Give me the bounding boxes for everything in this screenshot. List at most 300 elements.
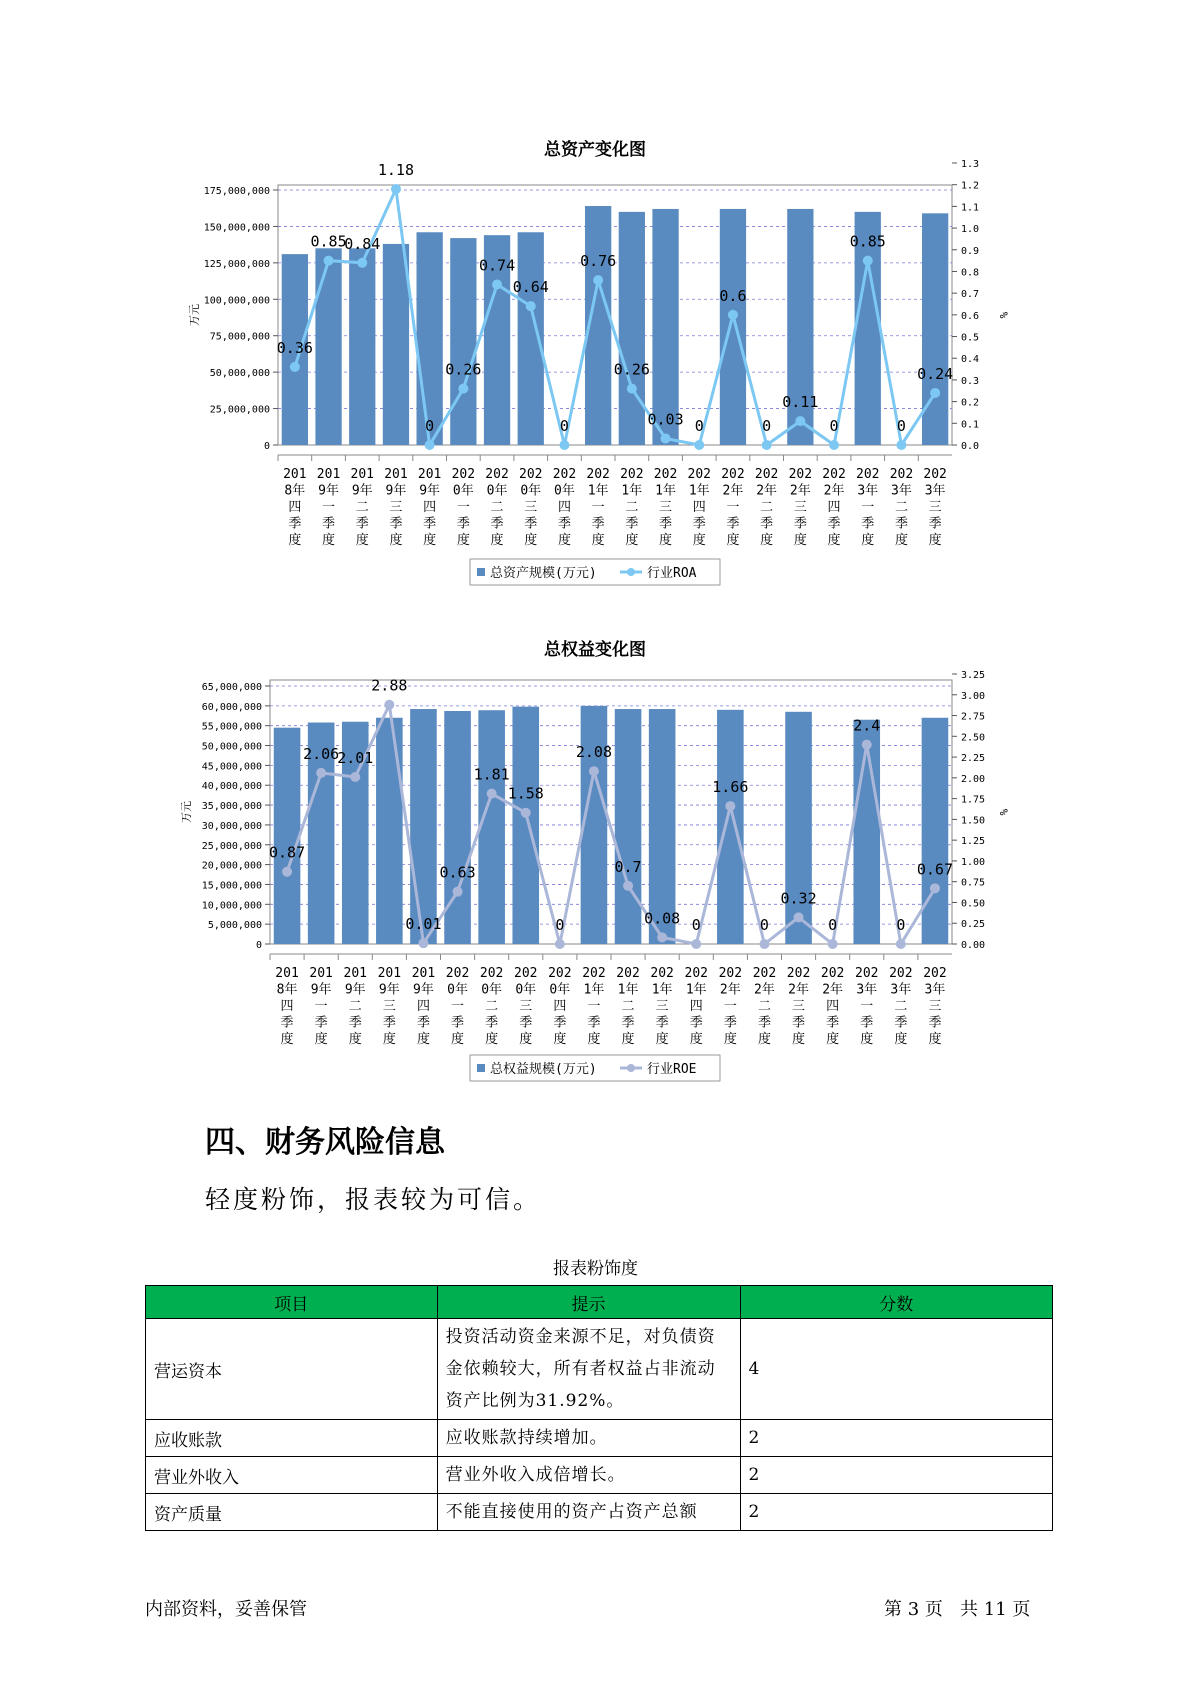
x-tick-label: 202	[485, 467, 509, 482]
right-axis-title: %	[997, 311, 1010, 319]
data-label: 0	[762, 417, 772, 435]
bar	[922, 213, 948, 445]
x-tick-label: 季	[591, 516, 605, 532]
x-tick-label: 季	[793, 516, 807, 532]
right-tick-label: 2.75	[961, 711, 986, 723]
right-axis-title: %	[997, 808, 1010, 816]
x-tick-label: 201	[417, 467, 442, 482]
x-tick-label: 0年	[520, 483, 542, 499]
x-tick-label: 202	[889, 467, 914, 482]
table-header-row	[146, 1286, 1053, 1319]
x-tick-label: 季	[861, 516, 875, 532]
x-tick-label: 3年	[891, 483, 912, 499]
x-tick-label: 0年	[481, 982, 503, 998]
x-tick-label: 季	[928, 516, 942, 532]
line-point	[896, 939, 906, 949]
x-tick-label: 度	[928, 1032, 942, 1047]
x-tick-label: 202	[582, 966, 606, 981]
x-tick-label: 202	[650, 966, 674, 981]
x-tick-label: 202	[479, 966, 504, 981]
x-tick-label: 202	[718, 966, 743, 981]
data-label: 0.74	[478, 256, 516, 275]
x-tick-label: 季	[456, 516, 470, 532]
data-label: 0.76	[580, 252, 617, 271]
x-tick-label: 三	[792, 999, 806, 1014]
x-tick-label: 季	[348, 1015, 362, 1031]
x-tick-label: 季	[894, 516, 908, 532]
x-tick-label: 二	[625, 500, 639, 515]
line-point	[930, 883, 940, 893]
line-point	[589, 766, 599, 776]
x-tick-label: 2年	[754, 982, 775, 998]
x-tick-label: 季	[760, 516, 774, 532]
x-tick-label: 度	[625, 533, 639, 548]
line-point	[357, 258, 367, 268]
left-tick-label: 20,000,000	[201, 860, 262, 872]
left-tick-label: 60,000,000	[201, 701, 262, 713]
line-point	[453, 887, 463, 897]
x-tick-label: 季	[382, 1015, 396, 1031]
x-tick-label: 季	[314, 1015, 328, 1031]
chart-title: 总权益变化图	[544, 640, 646, 660]
left-axis-title: 万元	[188, 304, 201, 326]
table-row	[146, 1420, 1053, 1457]
bar	[315, 248, 341, 445]
x-tick-label: 二	[894, 500, 908, 515]
x-tick-label: 9年	[413, 982, 434, 998]
table-row	[146, 1494, 1053, 1531]
right-tick-label: 0.7	[961, 289, 980, 301]
left-tick-label: 150,000,000	[203, 222, 270, 234]
data-label: 0	[691, 916, 701, 934]
line-point	[391, 184, 401, 194]
left-tick-label: 10,000,000	[201, 900, 262, 912]
bar	[478, 710, 505, 944]
line-point	[930, 388, 940, 398]
legend-bar-swatch	[477, 1064, 485, 1072]
x-tick-label: 季	[928, 1015, 942, 1031]
line-point	[458, 384, 468, 394]
data-label: 0.08	[644, 909, 681, 928]
x-tick-label: 季	[692, 516, 706, 532]
x-tick-label: 度	[861, 533, 875, 548]
x-tick-label: 季	[322, 516, 336, 532]
line-point	[559, 440, 569, 450]
legend-line-label: 行业ROE	[647, 1062, 697, 1077]
x-tick-label: 三	[519, 999, 533, 1014]
line-point	[795, 416, 805, 426]
data-label: 0.67	[916, 860, 954, 879]
x-tick-label: 四	[692, 500, 706, 515]
x-tick-label: 202	[687, 467, 711, 482]
left-tick-label: 40,000,000	[201, 781, 262, 793]
data-label: 0	[694, 417, 704, 435]
x-tick-label: 度	[826, 1032, 840, 1047]
legend-line-marker	[627, 568, 635, 576]
x-tick-label: 度	[314, 1032, 328, 1047]
x-tick-label: 202	[519, 467, 543, 482]
x-tick-label: 202	[445, 966, 470, 981]
x-tick-label: 202	[616, 966, 640, 981]
table-cell-score: 2	[740, 1494, 1052, 1531]
line-point	[492, 279, 502, 289]
x-tick-label: 二	[894, 999, 908, 1014]
bar	[349, 248, 375, 445]
left-tick-label: 100,000,000	[203, 295, 270, 307]
x-tick-label: 202	[653, 467, 678, 482]
x-tick-label: 201	[350, 467, 374, 482]
data-label: 0	[896, 417, 906, 435]
data-label: 0	[829, 417, 839, 435]
table-cell-score: 4	[740, 1319, 1052, 1420]
data-label: 1.81	[473, 765, 510, 784]
table-cell-item: 营运资本	[146, 1319, 438, 1420]
x-tick-label: 度	[792, 1032, 806, 1047]
line-point	[282, 867, 292, 877]
x-tick-label: 202	[752, 966, 777, 981]
right-tick-label: 1.25	[961, 836, 986, 848]
x-tick-label: 三	[382, 999, 396, 1014]
line-point	[828, 939, 838, 949]
x-tick-label: 度	[692, 533, 706, 548]
x-tick-label: 2年	[719, 982, 741, 998]
left-tick-label: 55,000,000	[201, 721, 262, 733]
x-tick-label: 季	[288, 516, 302, 532]
x-tick-label: 2年	[823, 483, 845, 499]
left-tick-label: 30,000,000	[201, 820, 262, 832]
x-tick-label: 202	[923, 966, 947, 981]
bar	[417, 232, 443, 445]
x-tick-label: 季	[894, 1015, 908, 1031]
left-tick-label: 50,000,000	[201, 741, 262, 753]
x-tick-label: 季	[621, 1015, 635, 1031]
x-tick-label: 四	[423, 500, 437, 515]
x-tick-label: 度	[519, 1032, 533, 1047]
risk-table	[145, 1285, 1053, 1531]
line-point	[862, 740, 872, 750]
x-tick-label: 9年	[310, 982, 332, 998]
x-tick-label: 201	[343, 966, 367, 981]
x-tick-label: 202	[822, 467, 846, 482]
x-tick-label: 度	[591, 533, 605, 548]
x-tick-label: 一	[723, 999, 737, 1014]
right-tick-label: 1.3	[961, 159, 980, 170]
x-tick-label: 202	[889, 966, 913, 981]
line-point	[290, 362, 300, 372]
right-tick-label: 1.50	[961, 815, 986, 827]
x-tick-label: 度	[355, 533, 369, 548]
right-tick-label: 1.2	[961, 180, 980, 192]
data-label: 2.88	[371, 676, 408, 695]
line-point	[829, 440, 839, 450]
right-tick-label: 1.75	[961, 794, 986, 806]
line-point	[725, 801, 735, 811]
x-tick-label: 四	[827, 500, 841, 515]
line-point	[759, 939, 769, 949]
data-label: 2.06	[303, 744, 340, 763]
x-tick-label: 二	[490, 500, 504, 515]
data-label: 0.85	[310, 232, 347, 251]
data-label: 0	[896, 916, 906, 934]
x-tick-label: 201	[309, 966, 333, 981]
x-tick-label: 一	[861, 500, 875, 515]
x-tick-label: 季	[860, 1015, 874, 1031]
x-tick-label: 8年	[284, 483, 306, 499]
x-tick-label: 2年	[822, 982, 844, 998]
bar	[450, 238, 476, 445]
x-tick-label: 季	[827, 516, 841, 532]
x-tick-label: 202	[788, 467, 813, 482]
x-tick-label: 202	[786, 966, 811, 981]
right-tick-label: 0.3	[961, 375, 980, 387]
left-tick-label: 65,000,000	[201, 682, 262, 693]
bar	[376, 718, 403, 944]
x-tick-label: 季	[757, 1015, 771, 1031]
table-cell-item: 应收账款	[146, 1420, 438, 1457]
x-tick-label: 3年	[856, 982, 878, 998]
table-cell-item: 营业外收入	[146, 1457, 438, 1494]
x-tick-label: 一	[726, 500, 740, 515]
x-tick-label: 季	[659, 516, 673, 532]
x-tick-label: 季	[689, 1015, 703, 1031]
left-tick-label: 35,000,000	[201, 801, 262, 813]
bar	[619, 212, 645, 445]
data-label: 0	[555, 916, 565, 934]
left-tick-label: 15,000,000	[201, 880, 262, 892]
x-tick-label: 一	[860, 999, 874, 1014]
x-tick-label: 四	[553, 999, 567, 1014]
x-tick-label: 季	[726, 516, 740, 532]
data-label: 0	[828, 916, 838, 934]
line-point	[762, 440, 772, 450]
x-tick-label: 四	[826, 999, 840, 1014]
x-tick-label: 度	[322, 533, 336, 548]
x-tick-label: 202	[721, 467, 745, 482]
right-tick-label: 1.0	[961, 224, 980, 236]
x-tick-label: 二	[355, 500, 369, 515]
table-caption: 报表粉饰度	[553, 1259, 638, 1279]
assets-chart-svg	[0, 130, 1191, 600]
x-tick-label: 二	[348, 999, 362, 1014]
footer-page-number: 第 3 页 共 11 页	[884, 1599, 1031, 1620]
x-tick-label: 季	[451, 1015, 465, 1031]
left-tick-label: 50,000,000	[209, 368, 270, 380]
x-tick-label: 度	[659, 533, 673, 548]
data-label: 0.87	[268, 843, 306, 862]
table-cell-score: 2	[740, 1420, 1052, 1457]
data-label: 0.32	[780, 889, 817, 908]
x-tick-label: 度	[456, 533, 470, 548]
right-tick-label: 0.5	[961, 332, 980, 344]
section-text: 轻度粉饰，报表较为可信。	[205, 1185, 542, 1214]
right-tick-label: 0.00	[961, 940, 986, 951]
table-header-item: 项目	[146, 1286, 438, 1319]
x-tick-label: 202	[684, 966, 708, 981]
x-tick-label: 度	[382, 1032, 396, 1047]
equity-chart-svg	[0, 630, 1191, 1090]
x-tick-label: 9年	[351, 483, 373, 499]
equity-chart	[0, 630, 1191, 1090]
line-point	[694, 440, 704, 450]
right-tick-label: 0.8	[961, 267, 980, 279]
legend-bar-label: 总资产规模(万元)	[490, 566, 597, 581]
x-tick-label: 度	[553, 1032, 567, 1047]
line-point	[425, 440, 435, 450]
x-tick-label: 四	[416, 999, 430, 1014]
bar	[410, 709, 437, 944]
footer-left: 内部资料，妥善保管	[145, 1599, 307, 1620]
x-tick-label: 季	[587, 1015, 601, 1031]
right-tick-label: 1.00	[961, 856, 986, 868]
x-tick-label: 三	[928, 999, 942, 1014]
x-tick-label: 三	[389, 500, 403, 515]
x-tick-label: 度	[860, 1032, 874, 1047]
data-label: 0.03	[647, 410, 684, 429]
data-label: 0.6	[719, 286, 747, 305]
line-point	[384, 700, 394, 710]
data-label: 1.58	[507, 784, 544, 803]
x-tick-label: 季	[416, 1015, 430, 1031]
x-tick-label: 季	[389, 516, 403, 532]
assets-chart	[0, 130, 1191, 600]
line-point	[794, 912, 804, 922]
x-tick-label: 季	[557, 516, 571, 532]
right-tick-label: 0.75	[961, 877, 986, 889]
bar	[717, 710, 744, 944]
x-tick-label: 0年	[554, 483, 575, 499]
x-tick-label: 度	[793, 533, 807, 548]
x-tick-label: 202	[620, 467, 644, 482]
bar	[512, 707, 539, 944]
x-tick-label: 度	[423, 533, 437, 548]
table-cell-hint: 营业外收入成倍增长。	[437, 1457, 740, 1494]
section-heading: 四、财务风险信息	[205, 1125, 445, 1160]
x-tick-label: 1年	[583, 982, 605, 998]
x-tick-label: 度	[726, 533, 740, 548]
x-tick-label: 一	[456, 500, 470, 515]
legend-line-marker	[627, 1064, 635, 1072]
x-tick-label: 2年	[722, 483, 744, 499]
x-tick-label: 三	[655, 999, 669, 1014]
left-tick-label: 0	[255, 940, 262, 951]
x-tick-label: 度	[485, 1032, 499, 1047]
x-tick-label: 季	[625, 516, 639, 532]
legend-line-label: 行业ROA	[647, 566, 697, 581]
x-tick-label: 季	[280, 1015, 294, 1031]
line-point	[661, 433, 671, 443]
left-tick-label: 0	[263, 441, 270, 452]
right-tick-label: 3.25	[961, 670, 986, 681]
bar	[922, 718, 949, 944]
x-tick-label: 1年	[621, 483, 643, 499]
x-tick-label: 度	[621, 1032, 635, 1047]
data-label: 0.01	[405, 915, 442, 934]
table-row	[146, 1457, 1053, 1494]
x-tick-label: 度	[760, 533, 774, 548]
x-tick-label: 季	[723, 1015, 737, 1031]
x-tick-label: 二	[485, 999, 499, 1014]
x-tick-label: 一	[322, 500, 336, 515]
x-tick-label: 0年	[486, 483, 508, 499]
x-tick-label: 度	[757, 1032, 771, 1047]
x-tick-label: 四	[689, 999, 703, 1014]
x-tick-label: 9年	[378, 982, 400, 998]
x-tick-label: 2年	[788, 982, 809, 998]
x-tick-label: 度	[689, 1032, 703, 1047]
right-tick-label: 2.00	[961, 773, 986, 785]
data-label: 0.26	[445, 360, 482, 379]
left-tick-label: 5,000,000	[207, 920, 262, 932]
line-point	[324, 256, 334, 266]
left-tick-label: 75,000,000	[209, 331, 270, 343]
x-tick-label: 1年	[685, 982, 707, 998]
x-tick-label: 三	[524, 500, 538, 515]
x-tick-label: 3年	[924, 982, 946, 998]
right-tick-label: 0.1	[961, 419, 980, 431]
x-tick-label: 二	[757, 999, 771, 1014]
x-tick-label: 202	[514, 966, 538, 981]
x-tick-label: 202	[548, 966, 572, 981]
x-tick-label: 三	[793, 500, 807, 515]
table-header-score: 分数	[740, 1286, 1052, 1319]
data-label: 2.08	[575, 743, 613, 762]
x-tick-label: 度	[894, 1032, 908, 1047]
right-tick-label: 1.1	[961, 202, 980, 214]
left-tick-label: 45,000,000	[201, 761, 262, 773]
x-tick-label: 季	[485, 1015, 499, 1031]
line-point	[896, 440, 906, 450]
right-tick-label: 2.25	[961, 753, 986, 765]
x-tick-label: 四	[280, 999, 294, 1014]
x-tick-label: 度	[827, 533, 841, 548]
data-label: 1.18	[377, 161, 415, 180]
bar	[444, 711, 471, 944]
data-label: 2.01	[337, 749, 374, 768]
x-tick-label: 度	[348, 1032, 362, 1047]
x-tick-label: 8年	[276, 982, 298, 998]
x-tick-label: 2年	[789, 483, 811, 499]
data-label: 0.36	[276, 338, 313, 357]
x-tick-label: 1年	[688, 483, 710, 499]
x-tick-label: 度	[451, 1032, 465, 1047]
data-label: 0.85	[849, 232, 886, 251]
x-tick-label: 3年	[924, 483, 946, 499]
table-cell-hint: 应收账款持续增加。	[437, 1420, 740, 1457]
x-tick-label: 度	[280, 1032, 294, 1047]
x-tick-label: 201	[275, 966, 299, 981]
x-tick-label: 度	[389, 533, 403, 548]
x-tick-label: 9年	[318, 483, 339, 499]
x-tick-label: 201	[411, 966, 436, 981]
x-tick-label: 一	[591, 500, 605, 515]
table-row	[146, 1319, 1053, 1420]
x-tick-label: 3年	[857, 483, 879, 499]
x-tick-label: 1年	[655, 483, 676, 499]
x-tick-label: 度	[490, 533, 504, 548]
table-cell-hint: 不能直接使用的资产占资产总额	[437, 1494, 740, 1531]
x-tick-label: 季	[355, 516, 369, 532]
left-tick-label: 25,000,000	[201, 840, 262, 852]
x-tick-label: 度	[288, 533, 302, 548]
bar	[785, 712, 812, 944]
right-tick-label: 0.9	[961, 245, 980, 257]
table-cell-item: 资产质量	[146, 1494, 438, 1531]
right-tick-label: 0.4	[961, 354, 980, 366]
x-tick-label: 1年	[587, 483, 609, 499]
data-label: 0	[425, 417, 435, 435]
x-tick-label: 一	[451, 999, 465, 1014]
bar	[383, 244, 409, 445]
